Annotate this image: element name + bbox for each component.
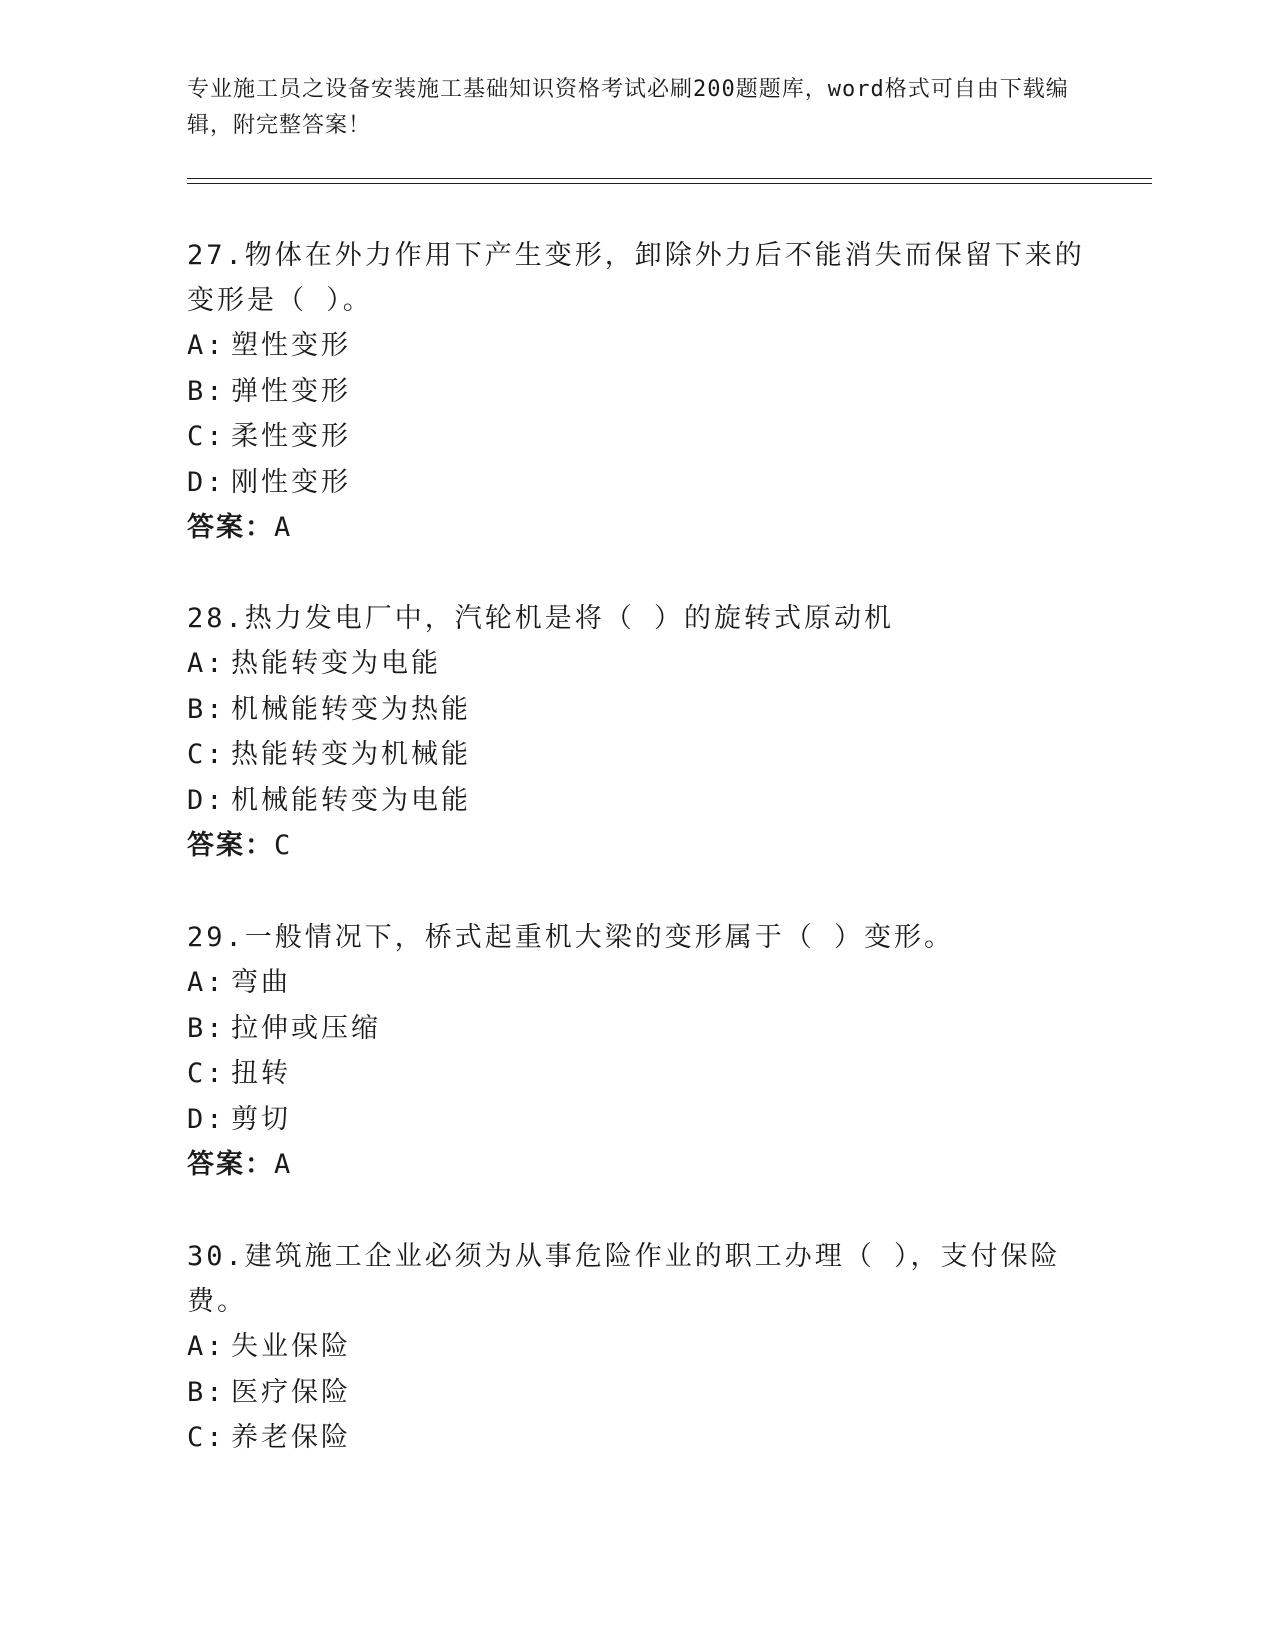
option-d [187,778,1087,824]
option-text: 养老保险 [231,1422,351,1453]
answer-value: A [274,512,294,543]
option-a [187,960,1087,1006]
document-header: 专业施工员之设备安装施工基础知识资格考试必刷200题题库，word格式可自由下载编辑，附完整答案！ [187,77,1069,138]
option-b [187,1006,1087,1052]
option-c [187,1051,1087,1097]
option-text: 热能转变为电能 [231,648,441,679]
option-letter: B: [187,1012,226,1044]
option-d [187,460,1087,506]
option-text: 扭转 [231,1058,291,1089]
option-text: 柔性变形 [231,421,351,452]
option-c [187,1415,1087,1461]
option-text: 机械能转变为热能 [231,693,471,725]
option-b [187,369,1087,415]
option-d [187,1097,1087,1143]
option-text: 剪切 [231,1103,291,1135]
option-text: 塑性变形 [231,330,351,361]
option-text: 热能转变为机械能 [231,739,471,770]
option-text: 弯曲 [231,967,291,998]
answer-label: 答案： [187,830,274,861]
question-30 [187,1234,1087,1461]
option-text: 刚性变形 [231,466,351,498]
option-a [187,641,1087,687]
answer-value: A [274,1149,294,1180]
option-letter: C: [187,1422,226,1453]
option-text: 医疗保险 [231,1376,351,1408]
answer-label: 答案： [187,1149,274,1180]
question-28 [187,596,1087,869]
option-letter: C: [187,1058,226,1089]
option-letter: B: [187,693,226,725]
header-divider-top [187,178,1152,179]
option-letter: D: [187,466,226,498]
option-a [187,1324,1087,1370]
answer-line [187,505,1087,551]
option-letter: A: [187,330,226,361]
question-29 [187,915,1087,1188]
answer-label: 答案： [187,512,274,543]
option-letter: C: [187,739,226,770]
answer-value: C [274,830,294,861]
question-stem: 29.一般情况下，桥式起重机大梁的变形属于（ ）变形。 [187,922,955,953]
question-stem: 27.物体在外力作用下产生变形，卸除外力后不能消失而保留下来的变形是（ ）。 [187,240,1085,316]
answer-line [187,1142,1087,1188]
option-text: 拉伸或压缩 [231,1012,381,1044]
question-stem: 30.建筑施工企业必须为从事危险作业的职工办理（ ），支付保险费。 [187,1241,1061,1317]
option-letter: B: [187,375,226,407]
question-stem: 28.热力发电厂中，汽轮机是将（ ）的旋转式原动机 [187,603,895,634]
option-b [187,687,1087,733]
option-letter: D: [187,1103,226,1135]
option-c [187,414,1087,460]
answer-line [187,823,1087,869]
option-letter: C: [187,421,226,452]
option-letter: A: [187,967,226,998]
option-letter: A: [187,1331,226,1362]
option-text: 弹性变形 [231,375,351,407]
option-letter: A: [187,648,226,679]
option-a [187,323,1087,369]
question-27 [187,233,1087,551]
option-text: 机械能转变为电能 [231,784,471,816]
option-letter: D: [187,784,226,816]
option-c [187,732,1087,778]
header-divider-bottom [187,183,1152,184]
option-text: 失业保险 [231,1331,351,1362]
option-letter: B: [187,1376,226,1408]
option-b [187,1370,1087,1416]
